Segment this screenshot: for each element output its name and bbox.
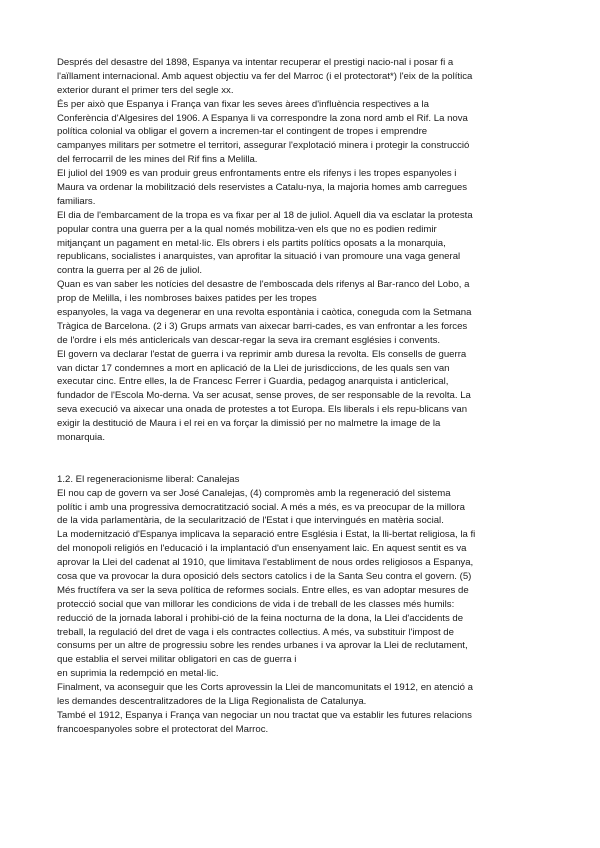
text-line: popular contra una guerra per a la qual només mobilitza-ven els que no es podien redimir — [57, 223, 437, 235]
section-1-text — [57, 56, 547, 445]
text-line: política colonial va obligar el govern a incremen-tar el contingent de tropes i emprendre — [57, 126, 428, 138]
text-line: El govern va declarar l'estat de guerra i va reprimir amb duresa la revolta. Els consells de guerra — [57, 348, 467, 360]
text-line: del monopoli religiós en l'educació i la implantació d'un ensenyament laic. En aquest sentit es va — [57, 543, 467, 555]
text-line: campanyes militars per sotmetre el territori, assegurar l'explotació minera i protegir la construcció — [57, 140, 470, 152]
text-line: consums per un altre de progressiu sobre les rendes urbanes i va aprovar la Llei de reclutament, — [57, 640, 468, 652]
text-line: en suprimia la redempció en metal·lic. — [57, 668, 219, 680]
text-line: fundador de l'Escola Mo-derna. Va ser acusat, sense proves, de ser responsable de la revolta. La — [57, 390, 471, 402]
text-line: protecció social que van millorar les condicions de vida i de treball de les classes més humils: — [57, 598, 455, 610]
text-line: Maura va ordenar la mobilització dels reservistes a Catalu-nya, la majoria homes amb carregues — [57, 182, 468, 194]
text-line: El nou cap de govern va ser José Canalejas, (4) compromès amb la regeneració del sistema — [57, 487, 451, 499]
text-line: monarquia. — [57, 432, 105, 444]
text-line: exigir la destitució de Maura i el rei en va forçar la dimissió per no malmetre la image de la — [57, 418, 441, 430]
text-line: van dictar 17 condemnes a mort en aplicació de la Llei de jurisdiccions, de les quals sen van — [57, 362, 450, 374]
text-line: executar cinc. Entre elles, la de Francesc Ferrer i Guardia, pedagog anarquista i anticlerical, — [57, 376, 449, 388]
text-line: treball, la regulació del dret de vaga i els contractes collectius. A més, va substituir l'impost de — [57, 626, 454, 638]
text-line: Quan es van saber les notícies del desastre de l'emboscada dels rifenys al Bar-ranco del Lobo, a — [57, 279, 470, 291]
text-line: contra la guerra per al 26 de juliol. — [57, 265, 203, 277]
text-line: aprovar la Llei del cadenat al 1910, que limitava l'establiment de nous ordes religiosos a Espanya, — [57, 557, 474, 569]
text-line: Tràgica de Barcelona. (2 i 3) Grups armats van aixecar barri-cades, es van enfrontar a les forces — [57, 320, 468, 332]
text-line: exterior durant el primer ters del segle xx. — [57, 84, 234, 96]
text-line: familiars. — [57, 195, 96, 207]
text-line: Finalment, va aconseguir que les Corts aprovessin la Llei de mancomunitats el 1912, en atenció a — [57, 682, 473, 694]
section-spacer — [57, 445, 547, 473]
text-line: El dia de l'embarcament de la tropa es va fixar per al 18 de juliol. Aquell dia va esclatar la protesta — [57, 209, 473, 221]
text-line: reducció de la jornada laboral i prohibi-ció de la feina nocturna de la dona, la Llei d'accidents de — [57, 612, 464, 624]
text-line: republicans, socialistes i anarquistes, van aprofitar la situació i van promoure una vaga general — [57, 251, 461, 263]
text-line: També el 1912, Espanya i França van negociar un nou tractat que va establir les futures relacions — [57, 709, 472, 721]
text-line: mitjançant un pagament en metal·lic. Els obrers i els partits polítics oposats a la monarquia, — [57, 237, 446, 249]
text-line: que establia el servei militar obligatori en cas de guerra i — [57, 654, 297, 666]
text-line: polític i amb una progressiva democratització social. A més a més, es va preocupar de la millora — [57, 501, 465, 513]
section-heading: 1.2. El regeneracionisme liberal: Canalejas — [57, 473, 240, 485]
text-line: les demandes descentralitzadores de la Lliga Regionalista de Catalunya. — [57, 695, 367, 707]
text-line: Conferència d'Algesires del 1906. A Espanya li va correspondre la zona nord amb el Rif. La nova — [57, 112, 468, 124]
text-line: seva execució va aixecar una onada de protestes a tot Europa. Els liberals i els repu-blicans van — [57, 404, 468, 416]
text-line: Més fructífera va ser la seva política de reformes socials. Entre elles, es van adoptar mesures de — [57, 584, 469, 596]
text-line: El juliol del 1909 es van produir greus enfrontaments entre els rifenys i les tropes espanyoles i — [57, 168, 457, 180]
text-line: cosa que va provocar la dura oposició dels sectors catolics i de la Santa Seu contra el govern. (5) — [57, 570, 472, 582]
document-body — [57, 56, 547, 737]
text-line: francoespanyoles sobre el protectorat del Marroc. — [57, 723, 269, 735]
text-line: prop de Melilla, i les nombroses baixes patides per les tropes — [57, 293, 317, 305]
text-line: de la vida parlamentària, de la secularització de l'Estat i que intervingués en matèria social. — [57, 515, 444, 527]
text-line: de l'ordre i els més anticlericals van descar-regar la seva ira cremant esglésies i convents. — [57, 334, 441, 346]
text-line: espanyoles, la vaga va degenerar en una revolta espontània i caòtica, coneguda com la Setmana — [57, 307, 472, 319]
text-line: l'aïllament internacional. Amb aquest objectiu va fer del Marroc (i el protectorat*) l'eix de la política — [57, 70, 473, 82]
text-line: del ferrocarril de les mines del Rif fins a Melilla. — [57, 154, 258, 166]
text-line: Després del desastre del 1898, Espanya va intentar recuperar el prestigi nacio-nal i posar fi a — [57, 57, 454, 68]
text-line: La modernització d'Espanya implicava la separació entre Església i Estat, la lli-bertat religiosa, la fi — [57, 529, 476, 541]
text-line: És per això que Espanya i França van fixar les seves àrees d'influència respectives a la — [57, 98, 429, 110]
section-2-text — [57, 487, 547, 737]
